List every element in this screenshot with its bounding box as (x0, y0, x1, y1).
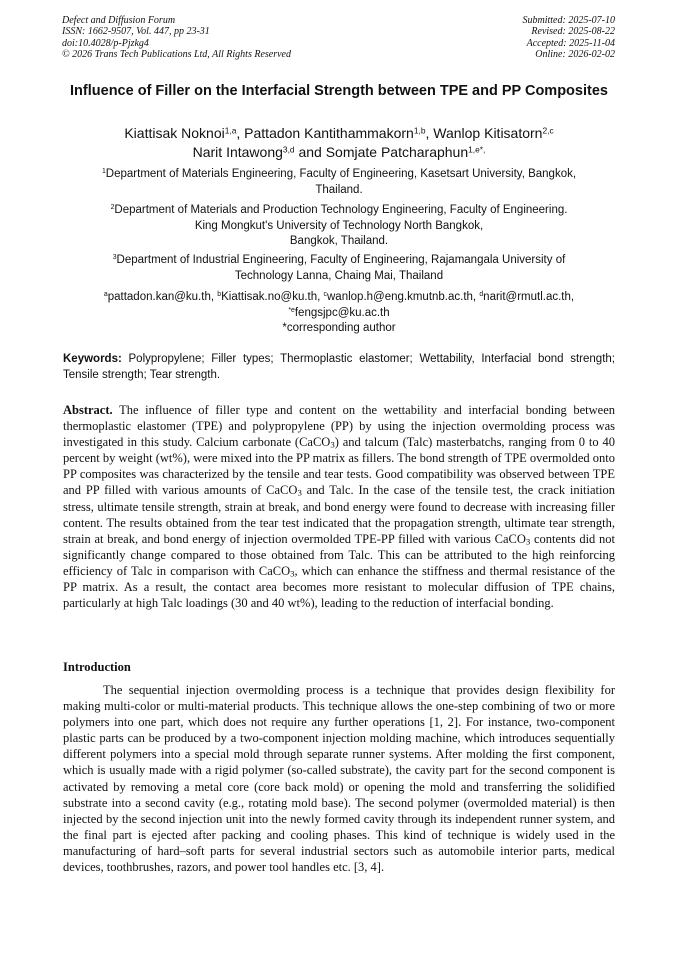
introduction-body (63, 682, 615, 875)
header-right (523, 15, 616, 61)
accepted-date: Accepted: 2025-11-04 (526, 37, 615, 49)
corresponding-author-note: *corresponding author (282, 322, 396, 334)
online-date: Online: 2026-02-02 (535, 49, 615, 61)
email-address: wanlop.h@eng.kmutnb.ac.th, (327, 291, 477, 303)
author-list: Kiattisak Noknoi$^{1,a}$, Pattadon Kantithammakorn$^{1,b}$, Wanlop Kitisatorn$^{2,c}$ Narit Intawong$^{3,d}$ and Somjate Patcharaphun$^{1,e*,}$ (124, 125, 554, 160)
keywords-text: Polypropylene; Filler types; Thermoplastic elastomer; Wettability, Interfacial bond strength; Tensile strength; Tear strength. (63, 353, 615, 381)
author-name: Pattadon Kantithammakorn (244, 125, 414, 141)
abstract-label: Abstract. (63, 403, 113, 417)
affiliation-1: $^1$Department of Materials Engineering, Faculty of Engineering, Kasetsart University, Bangkok, Thailand. (101, 168, 577, 196)
header-left (62, 15, 291, 61)
email-address: pattadon.kan@ku.th, (107, 291, 215, 303)
journal-header (62, 15, 615, 61)
introduction-paragraph: The sequential injection overmolding process is a technique that provides design flexibility for making multi-color or multi-material products. This technique allows the one-step combining of two or more polymers into one part, which does not require any further operations [1, 2]. For instance, two-component plastic parts can be produced by a two-component injection molding machine, which introduces sequentially different polymers into a special mold through separate runner systems. After molding the first component, which is usually made with a rigid polymer (so-called substrate), the cavity part for the second component is activated by removing a metal core (core back mold) or opening the mold and transferring the solidified substrate into a second cavity (e.g., rotating mold base). The second polymer (overmolded material) is then injected by the second injection unit into the newly formed cavity through its independent runner system, and the final part is ejected after packing and cooling phases. This kind of technique is widely used in the manufacturing of hard–soft parts for several industrial sectors such as automobile interior parts, medical devices, toothbrushes, razors, and power tool handles etc. [3, 4]. (63, 683, 615, 875)
author-affiliation-mark: 2,c (542, 125, 554, 136)
author-name: Wanlop Kitisatorn (433, 125, 543, 141)
introduction-heading: Introduction (63, 660, 131, 674)
keywords-label: Keywords: (63, 353, 122, 365)
author-affiliation-mark: 1,e*, (468, 143, 486, 154)
email-address: Kiattisak.no@ku.th, (221, 291, 321, 303)
doi-line: doi:10.4028/p-Pjzkg4 (62, 37, 149, 49)
paper-title: Influence of Filler on the Interfacial Strength between TPE and PP Composites (70, 83, 608, 99)
email-address: narit@rmutl.ac.th, (483, 291, 575, 303)
affiliation-3: $^3$Department of Industrial Engineering, Faculty of Engineering, Rajamangala University of Technology Lanna, Chaing Mai, Thailand (112, 254, 566, 282)
issn-line: ISSN: 1662-9507, Vol. 447, pp 23-31 (62, 26, 210, 38)
author-name: Kiattisak Noknoi (124, 125, 225, 141)
email-list: $^a$pattadon.kan@ku.th, $^b$Kiattisak.no@ku.th, $^c$wanlop.h@eng.kmutnb.ac.th, $^d$narit@rmutl.ac.th, $^{*e}$fengsjpc@ku.ac.th *corresponding author (103, 291, 575, 334)
author-affiliation-mark: 3,d (282, 143, 295, 154)
abstract-section: Abstract. The influence of filler type and content on the wettability and interfacial bonding between thermoplastic elastomer (TPE) and polypropylene (PP) by using the injection overmolding process was investigated in this study. Calcium carbonate (CaCO$_3$) and talcum (Talc) masterbatchs, ranging from 0 to 40 percent by weight (wt%), were mixed into the PP matrix as fillers. The bond strength of TPE overmolded onto PP composites was characterized by the tensile and tear tests. Good compatibility was observed between TPE and PP filled with various amounts of CaCO$_3$ and Talc. In the case of the tensile test, the crack initiation stress, ultimate tensile strength, strain at break, and bond energy were found to decrease with increasing filler content. The results obtained from the tear test indicated that the propagation strength, ultimate tear strength, strain at break, and bond energy of injection overmolded TPE-PP filled with various CaCO$_3$ contents did not significantly change compared to those obtained from Talc. This can be attributed to the high reinforcing efficiency of Talc in comparison with CaCO$_3$, which can enhance the stiffness and thermal resistance of the PP matrix. As a result, the contact area becomes more resistant to molecular diffusion of TPE chains, particularly at high Talc loadings (30 and 40 wt%), leading to the reduction of interfacial bonding. (63, 403, 615, 611)
author-name: Narit Intawong (192, 143, 283, 160)
author-affiliation-mark: 1,a (224, 125, 237, 136)
email-address: fengsjpc@ku.ac.th (294, 306, 390, 319)
author-affiliation-mark: 1,b (413, 125, 426, 136)
author-name: Somjate Patcharaphun (325, 143, 469, 160)
revised-date: Revised: 2025-08-22 (531, 26, 615, 38)
keywords-section (63, 352, 615, 383)
affiliation-2: $^2$Department of Materials and Production Technology Engineering, Faculty of Engineering. King Mongkut's University of Technology North Bangkok, Bangkok, Thailand. (110, 204, 568, 247)
copyright-line: © 2026 Trans Tech Publications Ltd, All Rights Reserved (62, 49, 291, 61)
submitted-date: Submitted: 2025-07-10 (522, 15, 615, 26)
journal-name: Defect and Diffusion Forum (62, 15, 176, 26)
